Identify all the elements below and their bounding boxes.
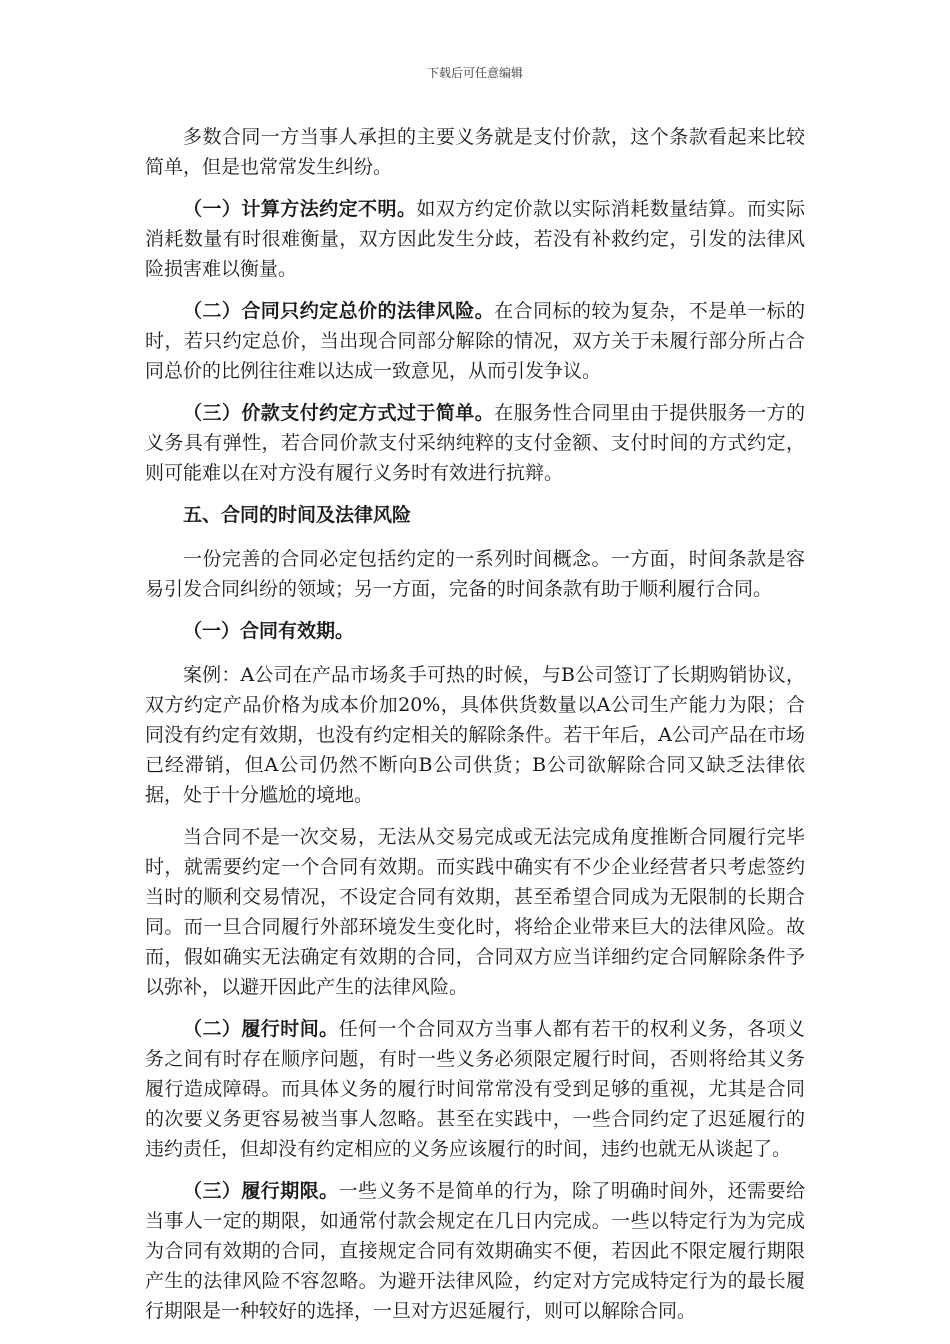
paragraph-text: 如双方约定价款以实际消耗数量结算。而实际消耗数量有时很难衡量，双方因此发生分歧，若没有补救约定，引发的法律风险损害难以衡量。 [145, 198, 805, 280]
paragraph-intro [145, 122, 805, 182]
paragraph-text: 当合同不是一次交易，无法从交易完成或无法完成角度推断合同履行完毕时，就需要约定一个合同有效期。而实践中确实有不少企业经营者只考虑签约当时的顺利交易情况，不设定合同有效期，甚至希望合同成为无限制的长期合同。而一旦合同履行外部环境发生变化时，将给企业带来巨大的法律风险。故而，假如确实无法确定有效期的合同，合同双方应当详细约定合同解除条件予以弥补，以避开因此产生的法律风险。 [145, 826, 805, 998]
paragraph-payment-method [145, 398, 805, 488]
paragraph-heading: （三）履行期限。 [183, 1180, 339, 1202]
paragraph-performance-time [145, 1014, 805, 1164]
paragraph-text: 在服务性合同里由于提供服务一方的义务具有弹性，若合同价款支付采纳纯粹的支付金额、支付时间的方式约定，则可能难以在对方没有履行义务时有效进行抗辩。 [145, 402, 805, 484]
paragraph-text: 一些义务不是简单的行为，除了明确时间外，还需要给当事人一定的期限，如通常付款会规定在几日内完成。一些以特定行为为完成为合同有效期的合同，直接规定合同有效期确实不便，若因此不限定履行期限产生的法律风险不容忽略。为避开法律风险，约定对方完成特定行为的最长履行期限是一种较好的选择，一旦对方迟延履行，则可以解除合同。 [145, 1180, 805, 1322]
paragraph-heading: （三）价款支付约定方式过于简单。 [183, 402, 495, 424]
paragraph-text: 多数合同一方当事人承担的主要义务就是支付价款，这个条款看起来比较简单，但是也常常发生纠纷。 [145, 126, 805, 178]
paragraph-text: 在合同标的较为复杂，不是单一标的时，若只约定总价，当出现合同部分解除的情况，双方关于未履行部分所占合同总价的比例往往难以达成一致意见，从而引发争议。 [145, 300, 805, 382]
paragraph-case [145, 660, 805, 810]
paragraph-heading: （二）合同只约定总价的法律风险。 [183, 300, 495, 322]
paragraph-text: 任何一个合同双方当事人都有若干的权利义务，各项义务之间有时存在顺序问题，有时一些义务必须限定履行时间，否则将给其义务履行造成障碍。而具体义务的履行时间常常没有受到足够的重视，尤其是合同的次要义务更容易被当事人忽略。甚至在实践中，一些合同约定了迟延履行的违约责任，但却没有约定相应的义务应该履行的时间，违约也就无从谈起了。 [145, 1018, 805, 1160]
paragraph-calc-method [145, 194, 805, 284]
page-header: 下载后可任意编辑 [426, 66, 523, 80]
section-heading-text: 五、合同的时间及法律风险 [183, 504, 412, 526]
document-body [145, 122, 805, 1338]
paragraph-total-price [145, 296, 805, 386]
paragraph-heading: （二）履行时间。 [183, 1018, 339, 1040]
paragraph-heading: （一）计算方法约定不明。 [183, 198, 417, 220]
section-heading-time [145, 500, 805, 530]
paragraph-time-intro [145, 544, 805, 604]
subheading-validity [145, 616, 805, 646]
subheading-text: （一）合同有效期。 [183, 620, 355, 642]
paragraph-text: 案例：A公司在产品市场炙手可热的时候，与B公司签订了长期购销协议，双方约定产品价格为成本价加20%，具体供货数量以A公司生产能力为限；合同没有约定有效期，也没有约定相关的解除条件。若干年后，A公司产品在市场已经滞销，但A公司仍然不断向B公司供货；B公司欲解除合同又缺乏法律依据，处于十分尴尬的境地。 [145, 664, 805, 806]
paragraph-performance-period [145, 1176, 805, 1326]
paragraph-text: 一份完善的合同必定包括约定的一系列时间概念。一方面，时间条款是容易引发合同纠纷的领域；另一方面，完备的时间条款有助于顺利履行合同。 [145, 548, 805, 600]
paragraph-validity-explain [145, 822, 805, 1002]
